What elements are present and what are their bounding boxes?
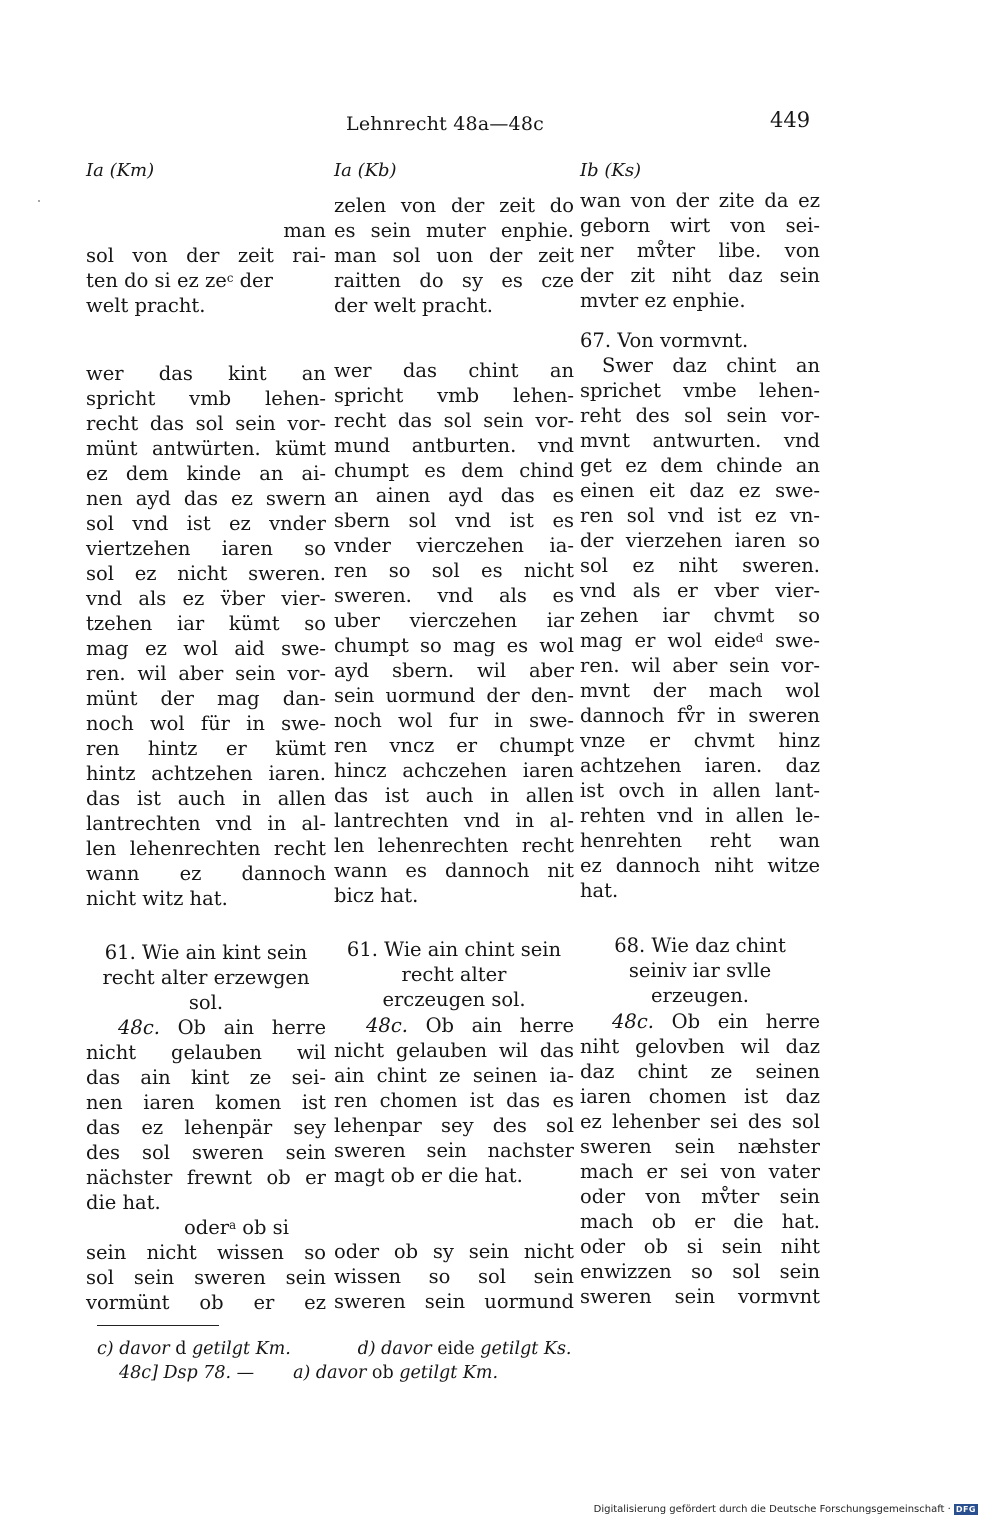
heading-line: recht alter <box>401 963 507 986</box>
column-sigil: Ia (Kb) <box>334 160 397 181</box>
text-line: einen eit daz ez swe- <box>580 479 820 502</box>
text-line: die hat. <box>86 1191 161 1214</box>
text-line: mund antburten. vnd <box>334 434 574 457</box>
text-line <box>580 628 820 653</box>
article-siglum: 48c. <box>366 1014 408 1037</box>
footnote-rule <box>97 1325 219 1326</box>
footnote-marker: c <box>226 270 234 285</box>
text-fragment: Ob ain herre <box>407 1014 574 1037</box>
paragraph-oder <box>86 1215 326 1315</box>
text-line: reht des sol sein vor- <box>580 404 820 427</box>
text-line: zehen iar chvmt so <box>580 604 820 627</box>
text-line: spricht vmb lehen- <box>86 387 326 410</box>
text-line: get ez dem chinde an <box>580 454 820 477</box>
text-line: münt der mag dan- <box>86 687 326 710</box>
text-line: Swer daz chint an <box>602 354 820 377</box>
text-line: der zit niht daz sein <box>580 264 820 287</box>
text-line: vnd als ez v̈ber vier- <box>86 587 326 610</box>
text-line <box>86 1015 326 1040</box>
text-line: nen ayd das ez swern <box>86 487 326 510</box>
text-line: das ist auch in allen <box>334 784 574 807</box>
footnote-word: ob <box>371 1363 394 1383</box>
text-block <box>334 1239 574 1314</box>
text-line: noch wol für in swe- <box>86 712 326 735</box>
paragraph-oder <box>334 1239 574 1314</box>
text-line: wan von der zite da ez <box>580 189 820 212</box>
text-line: hintz achtzehen iaren. <box>86 762 326 785</box>
text-line: uber vierczehen iar <box>334 609 574 632</box>
text-line: oder von mv̊ter sein <box>580 1185 820 1208</box>
text-line: sweren. vnd als es <box>334 584 574 607</box>
paragraph-48c <box>580 1009 820 1309</box>
text-line: iaren chomen ist daz <box>580 1085 820 1108</box>
scan-speck <box>38 200 40 202</box>
text-line: tzehen iar kümt so <box>86 612 326 635</box>
text-fragment: oder <box>184 1216 230 1239</box>
text-block <box>334 1013 574 1188</box>
text-line: das ist auch in allen <box>86 787 326 810</box>
section-heading <box>334 937 574 1012</box>
text-line: wann ez dannoch <box>86 862 326 885</box>
text-line: wer das kint an <box>86 362 326 385</box>
text-line: ren vncz er chumpt <box>334 734 574 757</box>
footnote-label: d) davor <box>357 1339 432 1359</box>
text-line: dannoch fv̊r in sweren <box>580 704 820 727</box>
text-fragment: mag er wol eide <box>580 629 756 652</box>
text-line: magt ob er die hat. <box>334 1164 523 1187</box>
text-block <box>86 218 326 318</box>
text-block <box>86 361 326 911</box>
text-line: nächster frewnt ob er <box>86 1166 326 1189</box>
footnote-marker: a <box>229 1217 237 1232</box>
text-line: noch wol fur in swe- <box>334 709 574 732</box>
text-line: das ain kint ze sei- <box>86 1066 326 1089</box>
text-line: recht das sol sein vor- <box>86 412 326 435</box>
text-line: ayd sbern. wil aber <box>334 659 574 682</box>
section-heading <box>86 940 326 1015</box>
text-line: nen iaren komen ist <box>86 1091 326 1114</box>
text-line: sweren sein uormund <box>334 1290 574 1313</box>
text-line: wer das chint an <box>334 359 574 382</box>
article-siglum: 48c. <box>612 1010 654 1033</box>
text-line: niht gelovben wil daz <box>580 1035 820 1058</box>
text-line: vormünt ob er ez <box>86 1291 326 1314</box>
text-line: sol ez nicht sweren. <box>86 562 326 585</box>
footnote-line <box>97 1337 657 1361</box>
paragraph-intro <box>86 218 326 318</box>
text-line: chumpt es dem chind <box>334 459 574 482</box>
paragraph-main <box>86 361 326 911</box>
text-block <box>580 328 820 903</box>
text-line: lantrechten vnd in al- <box>86 812 326 835</box>
text-line: sweren sein vormvnt <box>580 1285 820 1308</box>
text-line: man sol uon der zeit <box>334 244 574 267</box>
heading-line: erczeugen sol. <box>382 988 526 1011</box>
text-line: an ainen ayd das es <box>334 484 574 507</box>
footnote-word: eide <box>437 1339 475 1359</box>
heading-line: recht alter erzewgen <box>102 966 310 989</box>
text-line: len lehenrechten recht <box>86 837 326 860</box>
text-line: oder ob si sein niht <box>580 1235 820 1258</box>
column-sigil: Ib (Ks) <box>580 160 642 181</box>
text-line: sprichet vmbe lehen- <box>580 379 820 402</box>
text-line: des sol sweren sein <box>86 1141 326 1164</box>
footnote-text: getilgt Km. <box>191 1339 291 1359</box>
footnotes <box>97 1337 657 1385</box>
text-line: hat. <box>580 879 619 902</box>
text-fragment: ob si <box>236 1216 289 1239</box>
footnote-text: getilgt Km. <box>399 1363 499 1383</box>
text-line: das ez lehenpär sey <box>86 1116 326 1139</box>
footnote-marker: d <box>755 630 764 645</box>
text-line: oder ob sy sein nicht <box>334 1240 574 1263</box>
heading-text <box>86 940 326 1015</box>
footnote-label: c) davor <box>97 1339 170 1359</box>
paragraph-intro <box>580 188 820 313</box>
text-line: man <box>283 219 326 242</box>
heading-line: 61. Wie ain kint sein <box>104 941 308 964</box>
text-line: ren. wil aber sein vor- <box>580 654 820 677</box>
text-line: ist ovch in allen lant- <box>580 779 820 802</box>
section-title: 67. Von vormvnt. <box>580 329 749 352</box>
section-heading <box>580 933 820 1008</box>
text-line: mvnt der mach wol <box>580 679 820 702</box>
text-line: vnd als er vber vier- <box>580 579 820 602</box>
text-line: enwizzen so sol sein <box>580 1260 820 1283</box>
text-block <box>580 188 820 313</box>
footnote-line <box>97 1361 657 1385</box>
text-line: nicht gelauben wil <box>86 1041 326 1064</box>
text-line: münt antwürten. kümt <box>86 437 326 460</box>
text-line: sol von der zeit rai- <box>86 244 326 267</box>
heading-line: sol. <box>188 991 224 1014</box>
text-block <box>580 1009 820 1309</box>
text-line: sol sein sweren sein <box>86 1266 326 1289</box>
dfg-logo-icon: DFG <box>955 1505 976 1514</box>
text-block <box>86 1015 326 1215</box>
text-line: welt pracht. <box>86 294 206 317</box>
text-line: ren hintz er kümt <box>86 737 326 760</box>
text-fragment: der <box>233 269 273 292</box>
heading-line: 61. Wie ain chint sein <box>346 938 562 961</box>
text-line: achtzehen iaren. daz <box>580 754 820 777</box>
running-title: Lehnrecht 48a—48c <box>346 113 544 135</box>
text-fragment: Ob ain herre <box>159 1016 326 1039</box>
heading-line: 68. Wie daz chint <box>614 934 786 957</box>
column-km <box>86 158 326 1314</box>
page-number: 449 <box>770 108 811 132</box>
footnote-text: getilgt Ks. <box>480 1339 572 1359</box>
text-line: mvter ez enphie. <box>580 289 746 312</box>
column-kb <box>334 158 574 1313</box>
text-line: der vierzehen iaren so <box>580 529 820 552</box>
text-line: spricht vmb lehen- <box>334 384 574 407</box>
text-line: vnze er chvmt hinz <box>580 729 820 752</box>
text-line <box>86 1215 326 1240</box>
text-line: hincz achczehen iaren <box>334 759 574 782</box>
text-block <box>334 358 574 908</box>
text-line: raitten do sy es cze <box>334 269 574 292</box>
heading-line: erzeugen. <box>650 984 749 1007</box>
text-line: wissen so sol sein <box>334 1265 574 1288</box>
text-line: sein nicht wissen so <box>86 1241 326 1264</box>
text-line: ez lehenber sei des sol <box>580 1110 820 1133</box>
text-line: mach ob er die hat. <box>580 1210 820 1233</box>
heading-text <box>580 933 820 1008</box>
text-line: sweren sein nachster <box>334 1139 574 1162</box>
text-line: lantrechten vnd in al- <box>334 809 574 832</box>
text-line: viertzehen iaren so <box>86 537 326 560</box>
text-block <box>86 1215 326 1315</box>
text-block <box>334 193 574 318</box>
text-line: wann es dannoch nit <box>334 859 574 882</box>
text-line: sbern sol vnd ist es <box>334 509 574 532</box>
paragraph-intro <box>334 193 574 318</box>
text-line: lehenpar sey des sol <box>334 1114 574 1137</box>
text-line: rehten vnd in allen le- <box>580 804 820 827</box>
column-ks <box>580 158 820 1308</box>
text-line: ner mv̊ter libe. von <box>580 239 820 262</box>
text-fragment: ten do si ez ze <box>86 269 227 292</box>
heading-line: seiniv iar svlle <box>628 959 772 982</box>
text-line: daz chint ze seinen <box>580 1060 820 1083</box>
text-line: len lehenrechten recht <box>334 834 574 857</box>
text-line: recht das sol sein vor- <box>334 409 574 432</box>
text-line <box>580 1009 820 1034</box>
text-line: bicz hat. <box>334 884 419 907</box>
text-line: sol ez niht sweren. <box>580 554 820 577</box>
text-line: mvnt antwurten. vnd <box>580 429 820 452</box>
text-fragment: swe- <box>763 629 820 652</box>
paragraph-48c <box>86 1015 326 1215</box>
column-sigil: Ia (Km) <box>86 160 155 181</box>
heading-text <box>334 937 574 1012</box>
paragraph-48c <box>334 1013 574 1188</box>
footnote-text: 48c] Dsp 78. — <box>119 1363 255 1383</box>
footnote-word: d <box>175 1339 187 1359</box>
text-line: sweren sein næhster <box>580 1135 820 1158</box>
text-line: sol vnd ist ez vnder <box>86 512 326 535</box>
text-line: ez dem kinde an ai- <box>86 462 326 485</box>
text-line: ren sol vnd ist ez vn- <box>580 504 820 527</box>
text-line: der welt pracht. <box>334 294 493 317</box>
text-line <box>334 1013 574 1038</box>
text-line: henrehten reht wan <box>580 829 820 852</box>
paragraph-main <box>334 358 574 908</box>
text-line: sein uormund der den- <box>334 684 574 707</box>
footnote-label: a) davor <box>293 1363 367 1383</box>
paragraph-main <box>580 328 820 903</box>
text-line: ain chint ze seinen ia- <box>334 1064 574 1087</box>
text-line: chumpt so mag es wol <box>334 634 574 657</box>
text-line: geborn wirt von sei- <box>580 214 820 237</box>
text-line: vnder vierczehen ia- <box>334 534 574 557</box>
text-line <box>86 268 326 293</box>
text-line: nicht gelauben wil das <box>334 1039 574 1062</box>
text-line: es sein muter enphie. <box>334 219 574 242</box>
text-line: ren chomen ist das es <box>334 1089 574 1112</box>
text-line: nicht witz hat. <box>86 887 228 910</box>
text-line: zelen von der zeit do <box>334 194 574 217</box>
text-fragment: Ob ein herre <box>653 1010 820 1033</box>
text-line: mach er sei von vater <box>580 1160 820 1183</box>
text-line: ren. wil aber sein vor- <box>86 662 326 685</box>
digitization-credit <box>594 1504 978 1515</box>
article-siglum: 48c. <box>118 1016 160 1039</box>
text-line: ren so sol es nicht <box>334 559 574 582</box>
credit-text: Digitalisierung gefördert durch die Deutsche Forschungsgemeinschaft · <box>593 1504 951 1515</box>
text-line: ez dannoch niht witze <box>580 854 820 877</box>
text-line: mag ez wol aid swe- <box>86 637 326 660</box>
